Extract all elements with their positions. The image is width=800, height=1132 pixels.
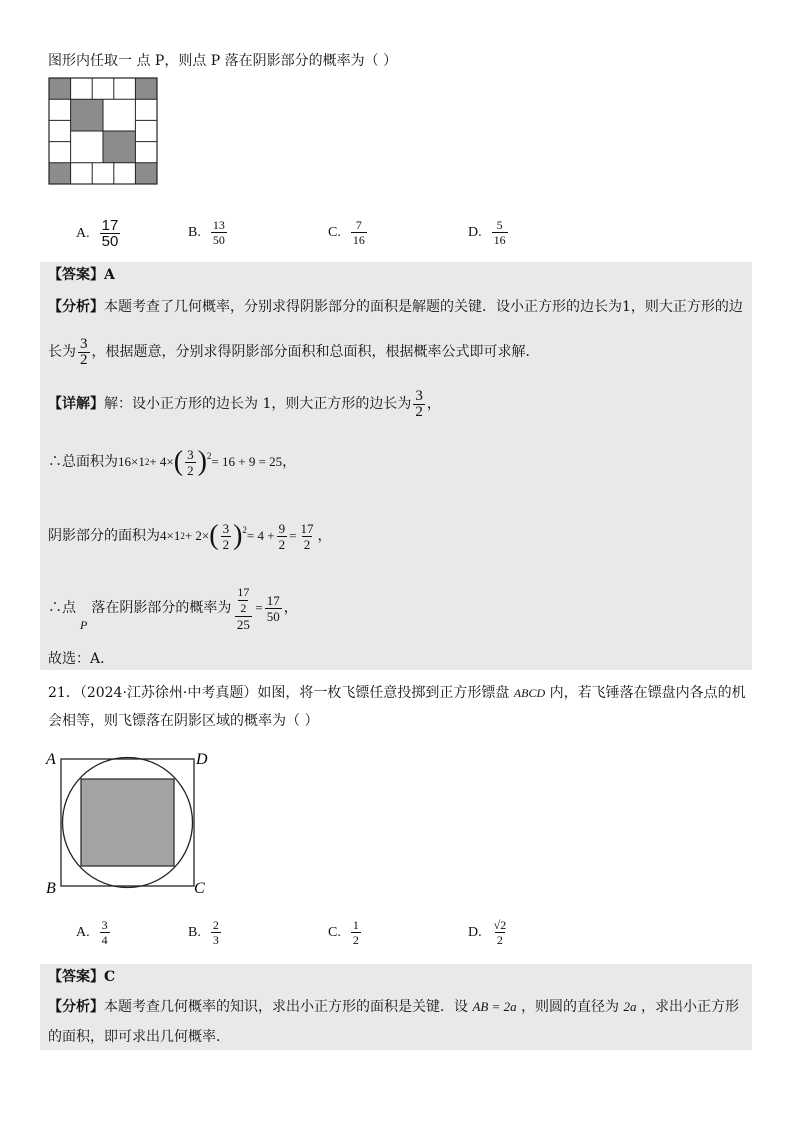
q21-option-b[interactable]: B. $\frac{2}{3}$ [188,918,219,947]
q20-option-d[interactable]: D. $\frac{5}{16}$ [468,218,506,247]
q21-answer: 【答案】C [48,969,116,985]
shaded-big-square [71,99,103,131]
vertex-label-c: C [194,880,205,897]
vertex-label-d: D [196,751,208,768]
q21-stem-line1: 21．（2024·江苏徐州·中考真题）如图，将一枚飞镖任意投掷到正方形镖盘 ABCD 内，若飞锤落在镖盘内各点的机 [48,685,746,701]
vertex-label-a: A [46,751,56,768]
q20-probability: ∴点 P 落在阴影部分的概率为 $\frac{\frac{17}{2}}{25}$ = $\frac{17}{50}$ ， [48,584,298,632]
q20-detail-line1: 【详解】 解：设小正方形的边长为 1，则大正方形的边长为 $\frac{3}{2}$ ， [48,387,441,420]
q21-dartboard-figure [44,748,219,898]
shaded-inner-square [81,779,174,866]
q20-total-area: ∴总面积为 16×1 2 + 4× ( $\frac{3}{2}$ ) 2 = 16 + 9 = 25 ， [48,446,297,478]
q20-shaded-area: 阴影部分的面积为 4×1 2 + 2× ( $\frac{3}{2}$ ) 2 = 4 + $\frac{9}{2}$ = $\frac{17}{2}$ ， [48,520,332,552]
shaded-cell [135,78,157,99]
q21-stem-line2: 会相等，则飞镖落在阴影区域的概率为（ ） [48,713,319,729]
vertex-label-b: B [46,880,56,897]
q20-analysis-line1: 【分析】本题考查了几何概率，分别求得阴影部分的面积是解题的关键．设小正方形的边长为1，则大正方形的边 [48,299,743,315]
q21-analysis-line2: 的面积，即可求出几何概率． [48,1029,230,1045]
q20-stem: 图形内任取一 点 P，则点 P 落在阴影部分的概率为（ ） [48,53,398,69]
q21-option-c[interactable]: C. $\frac{1}{2}$ [328,918,359,947]
q21-analysis-line1: 【分析】本题考查几何概率的知识，求出小正方形的面积是关键．设 AB = 2a ，则圆的直径为 2a ，求出小正方形 [48,999,739,1015]
shaded-big-square [103,131,135,163]
q21-option-a[interactable]: A. $\frac{3}{4}$ [76,918,108,947]
q20-option-a[interactable]: A. $\frac{17}{50}$ [76,217,119,250]
q20-option-b[interactable]: B. $\frac{13}{50}$ [188,218,225,247]
q20-grid-figure [48,77,158,185]
shaded-cell [49,163,71,184]
shaded-cell [49,78,71,99]
q20-choose: 故选：A． [48,651,115,667]
q20-analysis-line2: 长为 $\frac{3}{2}$ ，根据题意，分别求得阴影部分面积和总面积，根据概率公式即可求解． [48,335,540,368]
q21-option-d[interactable]: D. $\frac{√2}{2}$ [468,918,507,947]
q20-option-c[interactable]: C. $\frac{7}{16}$ [328,218,365,247]
shaded-cell [135,163,157,184]
q20-answer: 【答案】A [48,267,115,283]
